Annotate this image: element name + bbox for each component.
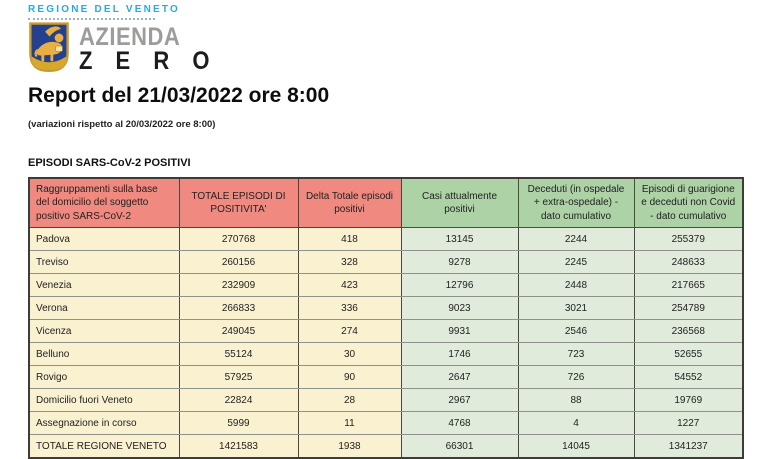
row-value: 423 <box>298 274 401 297</box>
row-label: Padova <box>29 228 179 251</box>
row-value: 1227 <box>634 412 743 435</box>
col-header-delta-totale: Delta Totale episodi positivi <box>298 178 401 228</box>
row-value: 723 <box>518 343 634 366</box>
row-value: 2967 <box>401 389 518 412</box>
table-body <box>29 228 743 459</box>
table-row <box>29 366 743 389</box>
row-value: 11 <box>298 412 401 435</box>
report-title: Report del 21/03/2022 ore 8:00 <box>28 84 330 107</box>
row-value: 28 <box>298 389 401 412</box>
row-value: 13145 <box>401 228 518 251</box>
row-value: 4768 <box>401 412 518 435</box>
row-value: 2647 <box>401 366 518 389</box>
row-value: 57925 <box>179 366 298 389</box>
table-row <box>29 320 743 343</box>
row-value: 9931 <box>401 320 518 343</box>
row-value: 55124 <box>179 343 298 366</box>
table-row <box>29 228 743 251</box>
row-value: 726 <box>518 366 634 389</box>
row-value: 1341237 <box>634 435 743 459</box>
row-label: Vicenza <box>29 320 179 343</box>
row-value: 4 <box>518 412 634 435</box>
row-value: 232909 <box>179 274 298 297</box>
row-value: 19769 <box>634 389 743 412</box>
row-value: 22824 <box>179 389 298 412</box>
row-label: TOTALE REGIONE VENETO <box>29 435 179 459</box>
row-value: 14045 <box>518 435 634 459</box>
row-value: 9023 <box>401 297 518 320</box>
zero-wordmark: Z E R O <box>79 46 218 75</box>
row-value: 1421583 <box>179 435 298 459</box>
veneto-lion-crest-icon <box>28 21 70 73</box>
episodes-table <box>28 177 744 459</box>
row-value: 255379 <box>634 228 743 251</box>
row-value: 90 <box>298 366 401 389</box>
row-value: 249045 <box>179 320 298 343</box>
row-label: Assegnazione in corso <box>29 412 179 435</box>
row-value: 66301 <box>401 435 518 459</box>
row-label: Treviso <box>29 251 179 274</box>
row-value: 2448 <box>518 274 634 297</box>
row-value: 52655 <box>634 343 743 366</box>
row-value: 236568 <box>634 320 743 343</box>
row-value: 5999 <box>179 412 298 435</box>
brand-block <box>28 4 218 73</box>
azienda-wordmark: AZIENDA <box>79 22 181 51</box>
col-header-raggruppamenti: Raggruppamenti sulla base del domicilio del soggetto positivo SARS-CoV-2 <box>29 178 179 228</box>
table-row <box>29 251 743 274</box>
row-value: 266833 <box>179 297 298 320</box>
row-value: 1938 <box>298 435 401 459</box>
row-label: Belluno <box>29 343 179 366</box>
row-value: 248633 <box>634 251 743 274</box>
table-row <box>29 389 743 412</box>
row-value: 418 <box>298 228 401 251</box>
table-row <box>29 297 743 320</box>
row-value: 260156 <box>179 251 298 274</box>
row-value: 254789 <box>634 297 743 320</box>
row-value: 336 <box>298 297 401 320</box>
row-value: 328 <box>298 251 401 274</box>
episodes-table-wrap <box>28 177 744 459</box>
section-title: EPISODI SARS-CoV-2 POSITIVI <box>28 157 191 169</box>
row-value: 217665 <box>634 274 743 297</box>
row-value: 2245 <box>518 251 634 274</box>
table-header-row <box>29 178 743 228</box>
row-label: Verona <box>29 297 179 320</box>
row-label: Venezia <box>29 274 179 297</box>
col-header-guarigione: Episodi di guarigione e deceduti non Covid - dato cumulativo <box>634 178 743 228</box>
row-value: 12796 <box>401 274 518 297</box>
col-header-deceduti: Deceduti (in ospedale + extra-ospedale) -dato cumulativo <box>518 178 634 228</box>
row-label: Domicilio fuori Veneto <box>29 389 179 412</box>
table-row <box>29 412 743 435</box>
row-value: 274 <box>298 320 401 343</box>
row-value: 1746 <box>401 343 518 366</box>
col-header-totale-episodi: TOTALE EPISODI DI POSITIVITA' <box>179 178 298 228</box>
table-row <box>29 343 743 366</box>
col-header-casi-positivi: Casi attualmente positivi <box>401 178 518 228</box>
row-value: 88 <box>518 389 634 412</box>
region-veneto-wordmark: REGIONE DEL VENETO <box>28 4 181 15</box>
row-value: 2244 <box>518 228 634 251</box>
report-subtitle: (variazioni rispetto al 20/03/2022 ore 8:00) <box>28 119 216 130</box>
row-label: Rovigo <box>29 366 179 389</box>
row-value: 54552 <box>634 366 743 389</box>
row-value: 2546 <box>518 320 634 343</box>
row-value: 30 <box>298 343 401 366</box>
row-value: 3021 <box>518 297 634 320</box>
dotted-divider <box>28 18 155 20</box>
row-value: 270768 <box>179 228 298 251</box>
row-value: 9278 <box>401 251 518 274</box>
table-row <box>29 274 743 297</box>
table-total-row <box>29 435 743 459</box>
